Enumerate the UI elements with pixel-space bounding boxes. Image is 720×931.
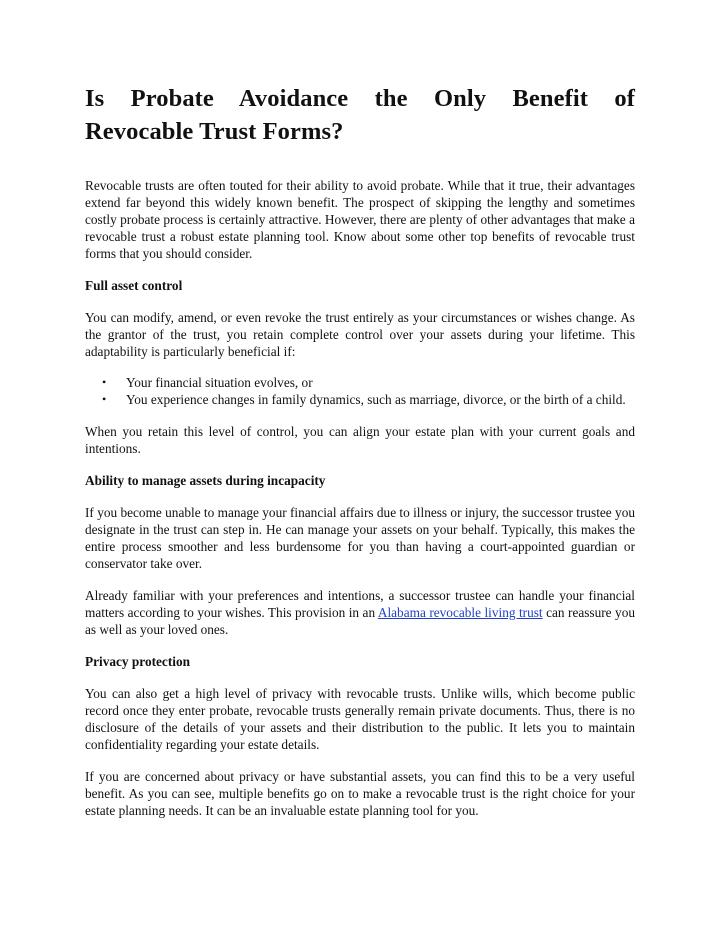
title-line-1: Is Probate Avoidance the Only Benefit of [85,85,635,112]
title-line-2: Revocable Trust Forms? [85,118,344,145]
bullet-icon: • [102,375,107,389]
intro-paragraph: Revocable trusts are often touted for their ability to avoid probate. While that it true, their advantages extend far beyond this widely known benefit. The prospect of skipping the lengthy and sometimes costly probate process is certainly attractive. However, there are plenty of other advantages that make a revocable trust a robust estate planning tool. Know about some other top benefits of revocable trust forms that you should consider. [85,178,635,261]
asset-control-closing-paragraph: When you retain this level of control, you can align your estate plan with your current goals and intentions. [85,424,635,456]
privacy-closing-paragraph: If you are concerned about privacy or have substantial assets, you can find this to be a very useful benefit. As you can see, multiple benefits go on to make a revocable trust is the right choice for your estate planning needs. It can be an invaluable estate planning tool for you. [85,769,635,818]
section-heading-full-asset-control: Full asset control [85,278,183,293]
list-item-text: You experience changes in family dynamics, such as marriage, divorce, or the birth of a child. [126,392,626,407]
page-title [85,82,635,148]
section-heading-privacy: Privacy protection [85,654,190,669]
list-item [85,391,635,408]
paragraph-text-before-link: Already familiar with your preferences and intentions, a successor trustee can handle your financial matters according to your wishes. This provision in an [85,588,635,620]
paragraph-text-after-link: can reassure you as well as your loved ones. [85,605,636,637]
alabama-revocable-living-trust-link[interactable]: Alabama revocable living trust [377,605,543,620]
document-page [85,82,635,834]
section-heading-incapacity: Ability to manage assets during incapacity [85,473,326,488]
asset-control-paragraph: You can modify, amend, or even revoke the trust entirely as your circumstances or wishes change. As the grantor of the trust, you retain complete control over your assets during your lifetime. This adaptability is particularly beneficial if: [85,310,635,359]
asset-control-bullet-list [85,374,635,408]
list-item [85,374,635,391]
privacy-paragraph: You can also get a high level of privacy with revocable trusts. Unlike wills, which become public record once they enter probate, revocable trusts generally remain private documents. Thus, there is no disclosure of the details of your assets and their distribution to the public. It lets you to maintain confidentiality regarding your estate details. [85,686,635,752]
bullet-icon: • [102,392,107,406]
list-item-text: Your financial situation evolves, or [126,375,313,390]
successor-trustee-paragraph [85,587,635,638]
incapacity-paragraph: If you become unable to manage your financial affairs due to illness or injury, the successor trustee you designate in the trust can step in. He can manage your assets on your behalf. Typically, this makes the entire process smoother and less burdensome for you than having a court-appointed guardian or conservator take over. [85,505,635,571]
